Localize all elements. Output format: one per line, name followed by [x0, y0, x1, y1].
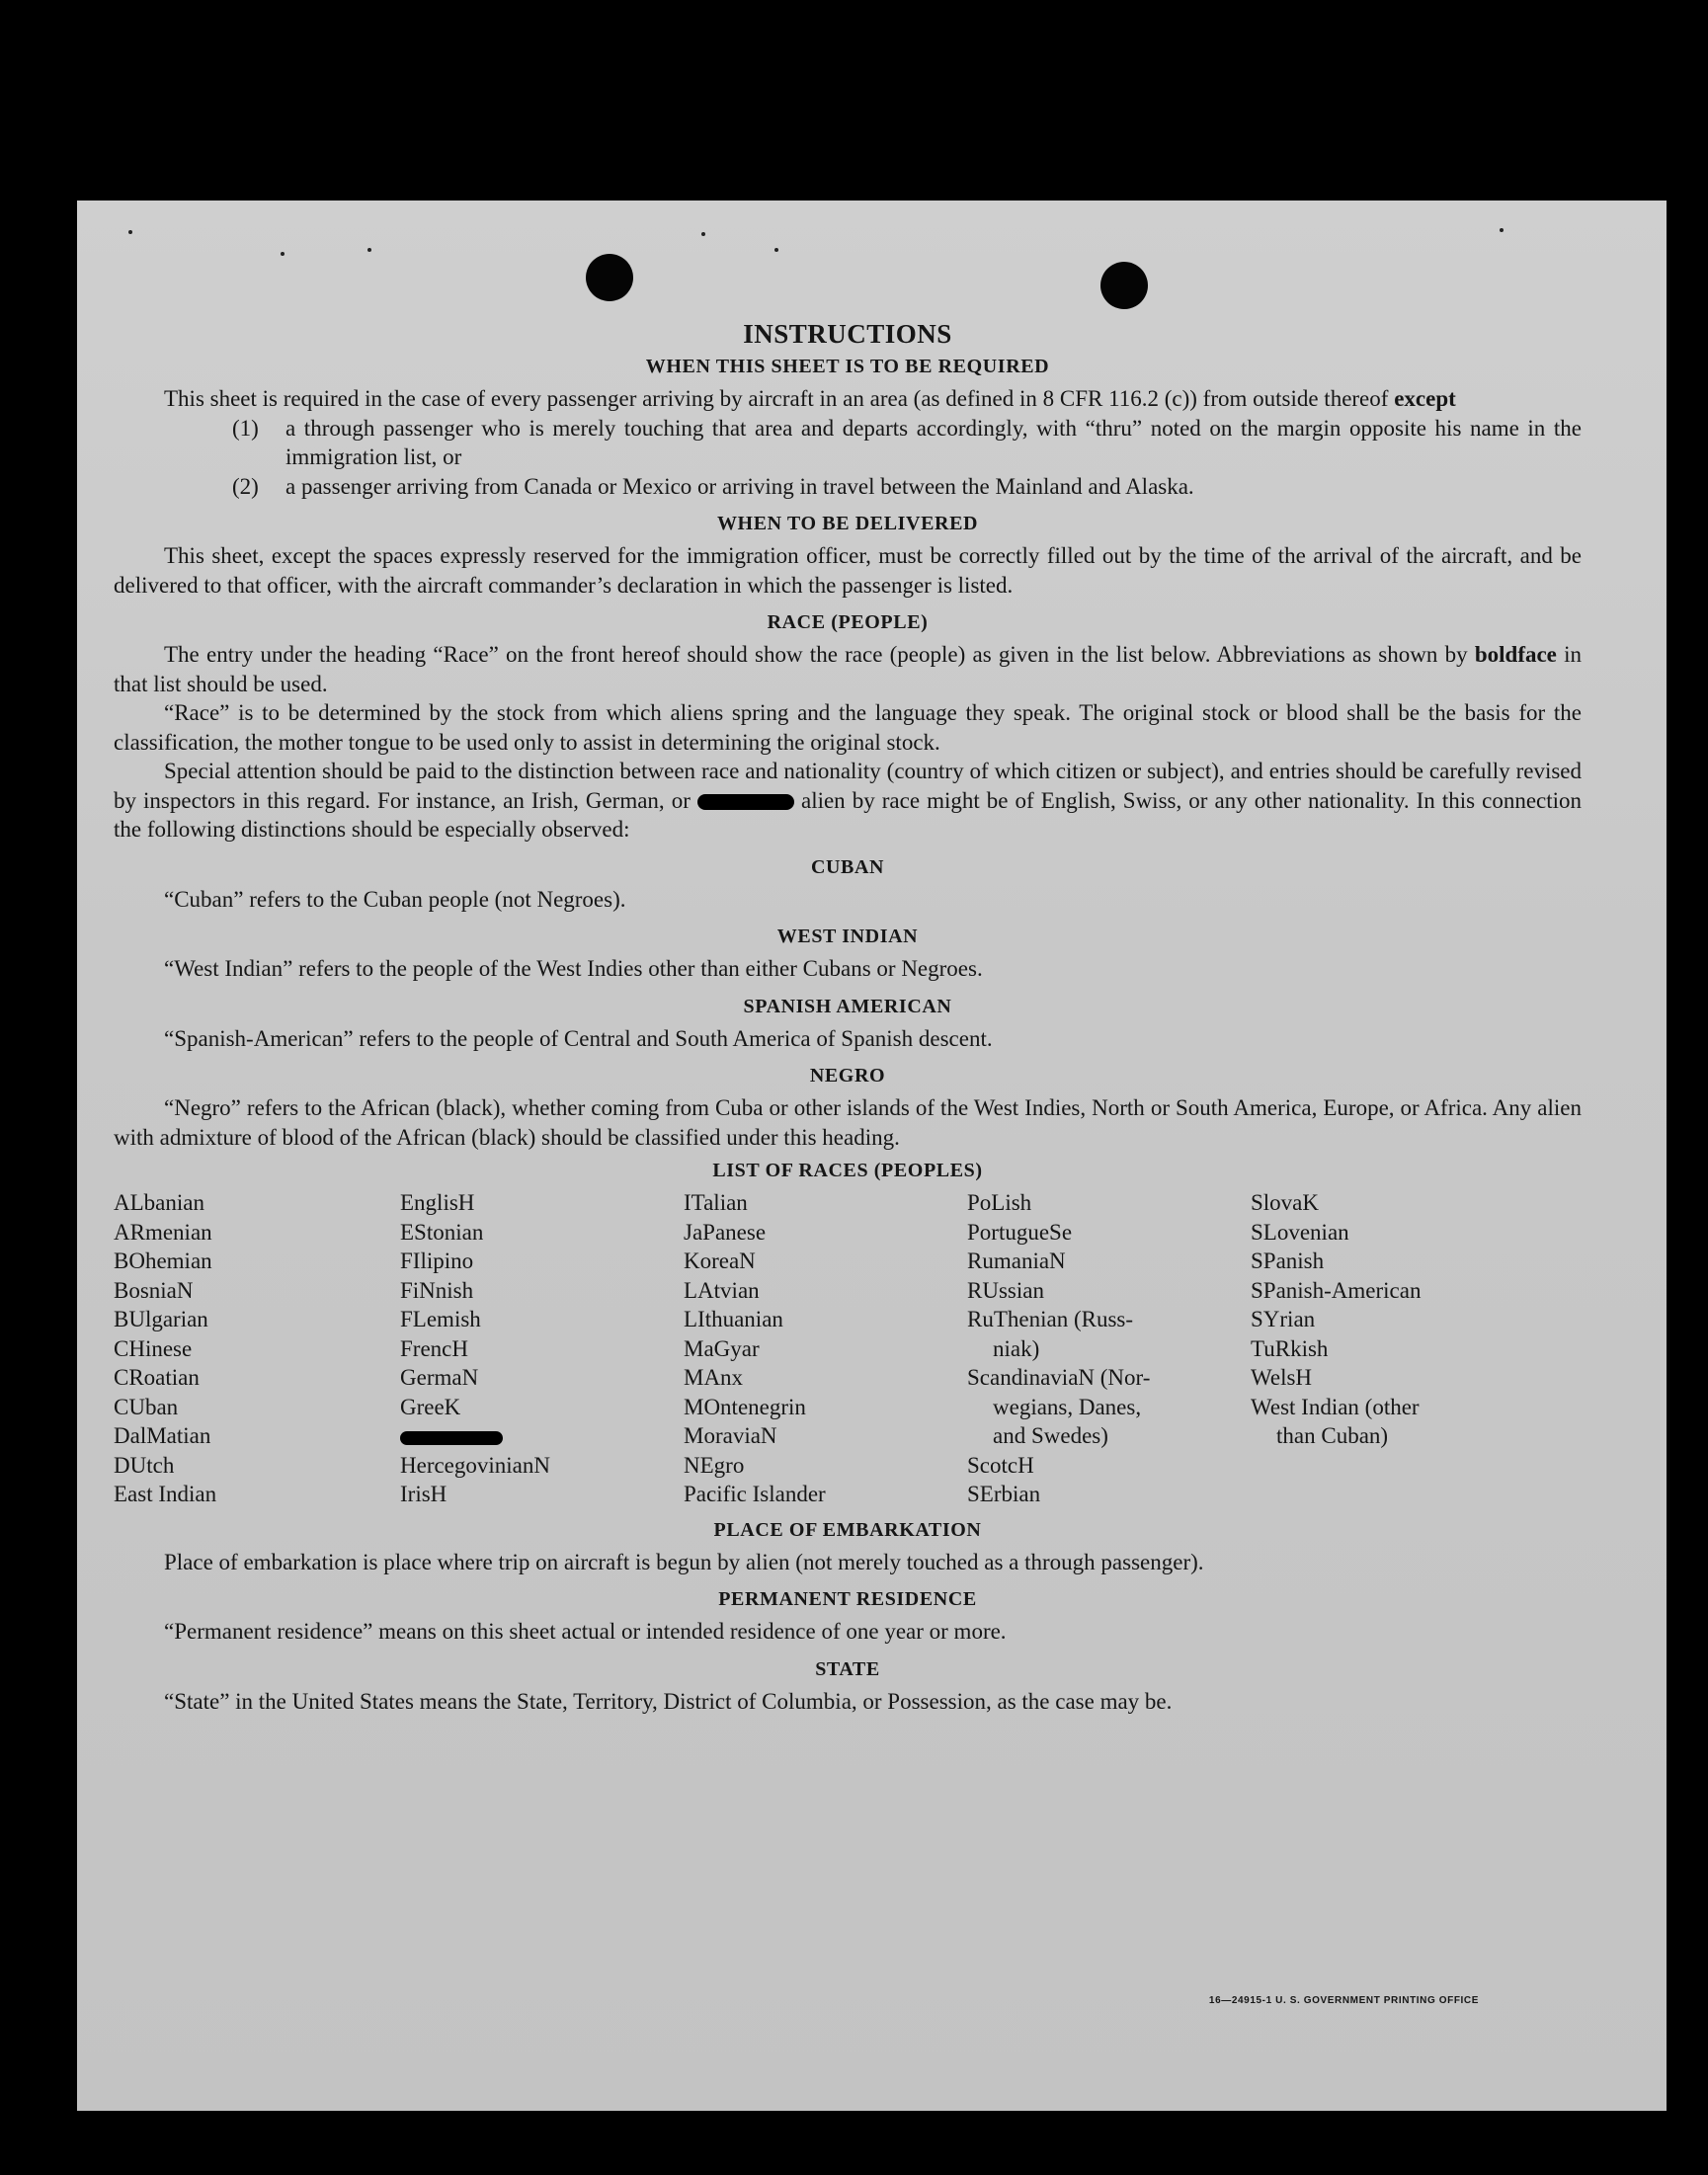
race-item: CUban — [114, 1394, 179, 1419]
when-delivered-text: This sheet, except the spaces expressly reserved for the immigration officer, must be correctly filled out by the time of the arrival of the aircraft, and be delivered to that officer, with the aircraft commander’s declaration in which the passenger is listed. — [114, 543, 1582, 598]
race-item-redacted — [400, 1421, 684, 1451]
race-item-continuation: than Cuban) — [1276, 1423, 1389, 1448]
race-item: KoreaN — [684, 1249, 756, 1273]
race-item: LIthuanian — [684, 1307, 783, 1331]
redaction-mark — [400, 1431, 503, 1445]
race-item: CHinese — [114, 1335, 193, 1361]
race-list — [114, 1188, 1582, 1509]
race-item: RuThenian (Russ- — [967, 1307, 1134, 1331]
race-item: East Indian — [114, 1482, 217, 1506]
document-page — [77, 201, 1667, 2111]
race-item: BUlgarian — [114, 1307, 208, 1331]
heading-permanent-residence: PERMANENT RESIDENCE — [718, 1588, 977, 1610]
heading-state: STATE — [815, 1657, 880, 1680]
race-item: FLemish — [400, 1307, 481, 1331]
race-item: IrisH — [400, 1482, 447, 1506]
race-item: PoLish — [967, 1190, 1032, 1215]
punch-hole-left — [586, 254, 633, 301]
race-item: West Indian (other — [1251, 1394, 1420, 1419]
race-item: LAtvian — [684, 1277, 760, 1303]
race-item: SlovaK — [1251, 1190, 1319, 1215]
race-item: DalMatian — [114, 1423, 211, 1448]
race-item: SPanish — [1251, 1249, 1325, 1273]
race-paragraph-2: “Race” is to be determined by the stock from which aliens spring and the language they speak. The original stock or blood shall be the basis for the classification, the mother tongue to be used only to assist in determining the original stock. — [114, 700, 1582, 755]
cuban-text: “Cuban” refers to the Cuban people (not Negroes). — [164, 886, 626, 912]
race-item: FrencH — [400, 1335, 468, 1361]
race-column-2 — [400, 1188, 684, 1509]
race-item: EStonian — [400, 1219, 484, 1245]
race-item: HercegovinianN — [400, 1452, 550, 1478]
race-item: PortugueSe — [967, 1219, 1073, 1245]
race-column-4 — [967, 1188, 1251, 1509]
punch-hole-right — [1100, 262, 1148, 309]
race-item: ARmenian — [114, 1219, 212, 1245]
race-item: RUssian — [967, 1277, 1044, 1303]
race-item: ScotcH — [967, 1452, 1034, 1478]
race-item: MaGyar — [684, 1335, 760, 1361]
race-item: SYrian — [1251, 1307, 1316, 1331]
heading-embarkation: PLACE OF EMBARKATION — [713, 1518, 982, 1541]
race-item: MOntenegrin — [684, 1394, 806, 1419]
page-title: INSTRUCTIONS — [743, 319, 952, 349]
race-column-1 — [114, 1188, 400, 1509]
redaction-mark — [697, 794, 794, 810]
heading-cuban: CUBAN — [810, 855, 885, 878]
race-item: FiNnish — [400, 1277, 474, 1303]
race-item: SPanish-American — [1251, 1277, 1422, 1303]
race-item-continuation: niak) — [993, 1335, 1040, 1361]
race-item: TuRkish — [1251, 1335, 1329, 1361]
spanish-american-text: “Spanish-American” refers to the people of Central and South America of Spanish descent. — [164, 1025, 993, 1051]
race-item: ITalian — [684, 1190, 748, 1215]
race-item-continuation: and Swedes) — [993, 1423, 1108, 1448]
negro-text: “Negro” refers to the African (black), whether coming from Cuba or other islands of the West Indies, North or South America, Europe, or Africa. Any alien with admixture of blood of the African (black) should be classified under this heading. — [114, 1095, 1582, 1150]
race-column-5 — [1251, 1188, 1537, 1509]
race-item: Pacific Islander — [684, 1482, 826, 1506]
race-item: ALbanian — [114, 1190, 204, 1215]
race-item: DUtch — [114, 1452, 175, 1478]
race-paragraph-3: Special attention should be paid to the distinction between race and nationality (country of which citizen or subject), and entries should be carefully revised by inspectors in this regard. For instance, an Irish, German, or alien by race might be of English, Swiss, or any other nationality. In this connection the following distinctions should be especially observed: — [114, 759, 1583, 842]
race-item: GreeK — [400, 1394, 461, 1419]
race-paragraph-1: The entry under the heading “Race” on the front hereof should show the race (people) as given in the list below. Abbreviations as shown by boldface in that list should be used. — [114, 642, 1583, 696]
race-item: EnglisH — [400, 1190, 475, 1215]
permanent-residence-text: “Permanent residence” means on this sheet actual or intended residence of one year or more. — [164, 1619, 1007, 1644]
heading-negro: NEGRO — [809, 1065, 886, 1087]
heading-when-required: WHEN THIS SHEET IS TO BE REQUIRED — [645, 356, 1050, 377]
race-item: SErbian — [967, 1482, 1041, 1506]
when-required-intro: This sheet is required in the case of every passenger arriving by aircraft in an area (as defined in 8 CFR 116.2 (c)) from outside thereof except — [164, 386, 1456, 411]
state-text: “State” in the United States means the State, Territory, District of Columbia, or Possession, as the case may be. — [164, 1688, 1173, 1714]
race-item: BOhemian — [114, 1249, 212, 1273]
race-item: MAnx — [684, 1365, 744, 1390]
heading-west-indian: WEST INDIAN — [776, 926, 919, 947]
printer-footer: 16—24915-1 U. S. GOVERNMENT PRINTING OFFICE — [1208, 1995, 1479, 2006]
race-item-continuation: wegians, Danes, — [993, 1394, 1142, 1419]
embarkation-text: Place of embarkation is place where trip on aircraft is begun by alien (not merely touched as a through passenger). — [164, 1549, 1204, 1574]
race-item: CRoatian — [114, 1365, 200, 1390]
race-item: BosniaN — [114, 1277, 194, 1303]
race-item: FIlipino — [400, 1249, 474, 1273]
race-item: RumaniaN — [967, 1249, 1066, 1273]
race-item: GermaN — [400, 1365, 479, 1390]
race-item: JaPanese — [684, 1219, 767, 1245]
race-item: NEgro — [684, 1452, 745, 1478]
heading-race: RACE (PEOPLE) — [767, 611, 929, 633]
race-item: ScandinaviaN (Nor- — [967, 1365, 1151, 1390]
heading-list-of-races: LIST OF RACES (PEOPLES) — [712, 1160, 983, 1181]
instructions-content — [114, 319, 1582, 1716]
exception-item-1: (1) a through passenger who is merely touching that area and departs accordingly, with “thru” noted on the margin opposite his name in the immigration list, or — [232, 415, 1582, 469]
exception-item-2: (2) a passenger arriving from Canada or Mexico or arriving in travel between the Mainland and Alaska. — [232, 473, 1194, 499]
west-indian-text: “West Indian” refers to the people of the West Indies other than either Cubans or Negroes. — [164, 956, 983, 981]
heading-when-delivered: WHEN TO BE DELIVERED — [716, 513, 979, 534]
race-item: SLovenian — [1251, 1219, 1349, 1245]
heading-spanish-american: SPANISH AMERICAN — [743, 995, 952, 1017]
race-item: MoraviaN — [684, 1423, 777, 1448]
race-column-3 — [684, 1188, 967, 1509]
race-item: WelsH — [1251, 1365, 1313, 1390]
